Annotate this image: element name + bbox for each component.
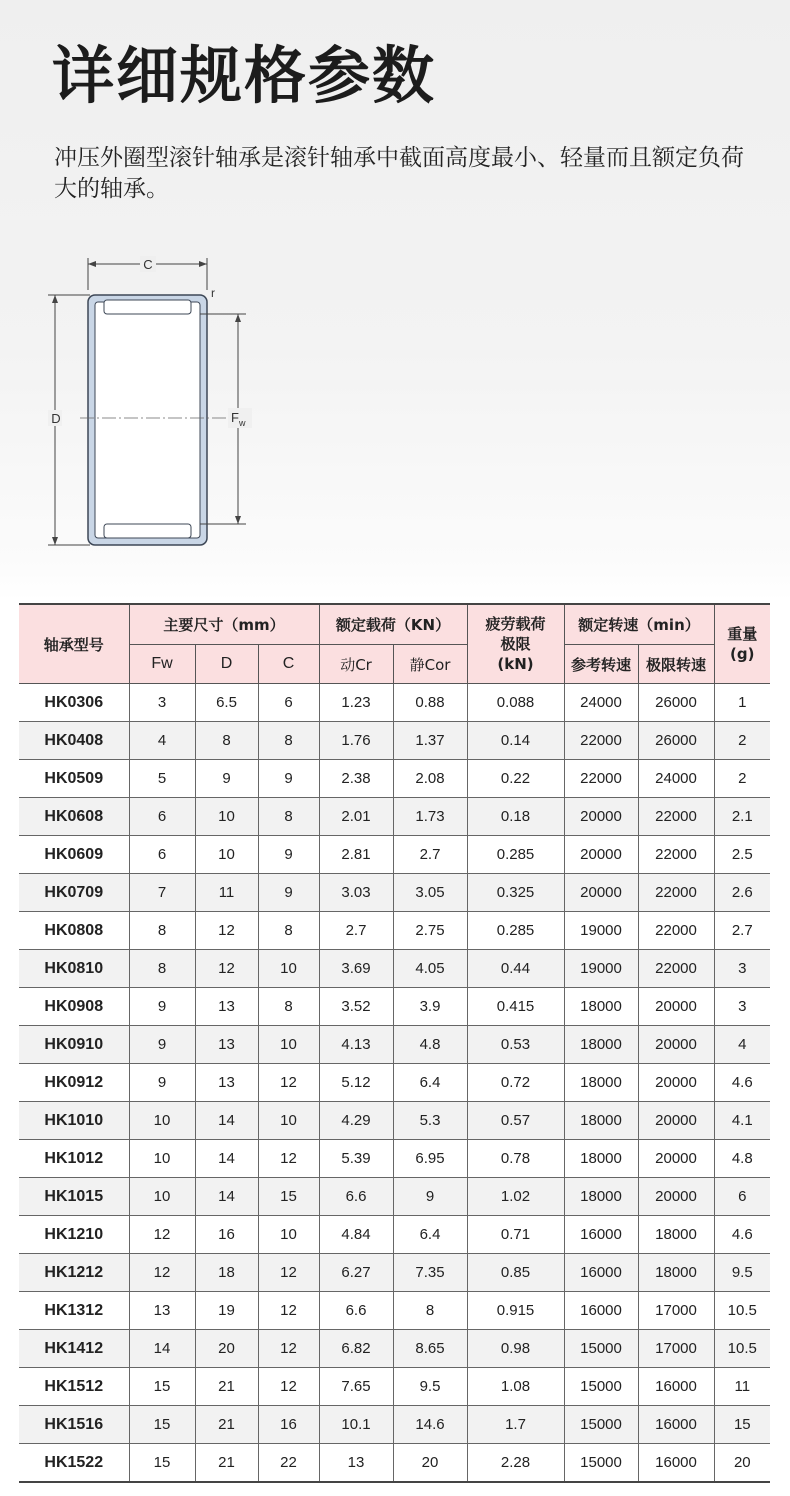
cell-c: 6: [258, 684, 319, 722]
cell-static-cor: 6.4: [393, 1064, 467, 1102]
table-row: [19, 1178, 770, 1216]
cell-model: HK0912: [19, 1064, 129, 1102]
cell-fw: 14: [129, 1330, 195, 1368]
cell-dynamic-cr: 2.7: [319, 912, 393, 950]
cell-reference-speed: 18000: [564, 1140, 638, 1178]
cell-weight: 2: [714, 722, 770, 760]
cell-d: 12: [195, 912, 258, 950]
cell-model: HK1522: [19, 1444, 129, 1483]
cell-reference-speed: 19000: [564, 950, 638, 988]
header-rated-speed: 额定转速（min）: [564, 604, 714, 645]
cell-limit-speed: 17000: [638, 1292, 714, 1330]
cell-fatigue-limit: 0.85: [467, 1254, 564, 1292]
cell-d: 14: [195, 1140, 258, 1178]
table-row: [19, 1330, 770, 1368]
cell-reference-speed: 22000: [564, 722, 638, 760]
cell-fatigue-limit: 0.415: [467, 988, 564, 1026]
table-row: [19, 1406, 770, 1444]
cell-model: HK1412: [19, 1330, 129, 1368]
cell-static-cor: 4.05: [393, 950, 467, 988]
needle-roller-top: [104, 300, 191, 314]
cell-fatigue-limit: 0.44: [467, 950, 564, 988]
cell-dynamic-cr: 7.65: [319, 1368, 393, 1406]
cell-dynamic-cr: 6.6: [319, 1292, 393, 1330]
cell-model: HK1210: [19, 1216, 129, 1254]
bearing-cross-section-diagram: [40, 250, 270, 560]
cell-fatigue-limit: 1.7: [467, 1406, 564, 1444]
table-header-row: [19, 604, 770, 645]
dimension-d-label: D: [51, 411, 61, 426]
cell-model: HK1512: [19, 1368, 129, 1406]
cell-limit-speed: 24000: [638, 760, 714, 798]
cell-weight: 4: [714, 1026, 770, 1064]
cell-fw: 8: [129, 912, 195, 950]
cell-c: 10: [258, 1216, 319, 1254]
cell-dynamic-cr: 2.38: [319, 760, 393, 798]
cell-weight: 15: [714, 1406, 770, 1444]
cell-dynamic-cr: 5.39: [319, 1140, 393, 1178]
cell-fatigue-limit: 0.78: [467, 1140, 564, 1178]
cell-dynamic-cr: 4.84: [319, 1216, 393, 1254]
cell-static-cor: 8.65: [393, 1330, 467, 1368]
cell-static-cor: 2.75: [393, 912, 467, 950]
cell-model: HK0908: [19, 988, 129, 1026]
cell-model: HK1312: [19, 1292, 129, 1330]
cell-d: 21: [195, 1406, 258, 1444]
cell-fatigue-limit: 0.53: [467, 1026, 564, 1064]
cell-reference-speed: 18000: [564, 988, 638, 1026]
cell-weight: 11: [714, 1368, 770, 1406]
cell-limit-speed: 26000: [638, 722, 714, 760]
header-c: C: [258, 645, 319, 684]
header-fatigue-limit: 疲劳载荷 极限 (kN): [467, 604, 564, 684]
cell-limit-speed: 22000: [638, 836, 714, 874]
cell-fw: 7: [129, 874, 195, 912]
cell-d: 21: [195, 1368, 258, 1406]
cell-d: 21: [195, 1444, 258, 1483]
cell-d: 6.5: [195, 684, 258, 722]
cell-weight: 2.7: [714, 912, 770, 950]
cell-c: 12: [258, 1064, 319, 1102]
cell-fatigue-limit: 0.98: [467, 1330, 564, 1368]
header-fw: Fw: [129, 645, 195, 684]
cell-c: 10: [258, 1102, 319, 1140]
cell-static-cor: 9: [393, 1178, 467, 1216]
cell-fw: 6: [129, 836, 195, 874]
cell-weight: 4.6: [714, 1064, 770, 1102]
cell-c: 12: [258, 1330, 319, 1368]
cell-c: 8: [258, 988, 319, 1026]
cell-model: HK1516: [19, 1406, 129, 1444]
header-static-cor: 静Cor: [393, 645, 467, 684]
cell-weight: 10.5: [714, 1292, 770, 1330]
cell-dynamic-cr: 1.76: [319, 722, 393, 760]
cell-model: HK0810: [19, 950, 129, 988]
cell-weight: 4.1: [714, 1102, 770, 1140]
table-row: [19, 1064, 770, 1102]
cell-model: HK0408: [19, 722, 129, 760]
cell-fw: 4: [129, 722, 195, 760]
table-row: [19, 722, 770, 760]
cell-static-cor: 4.8: [393, 1026, 467, 1064]
cell-reference-speed: 19000: [564, 912, 638, 950]
table-row: [19, 1368, 770, 1406]
cell-static-cor: 20: [393, 1444, 467, 1483]
cell-fatigue-limit: 0.18: [467, 798, 564, 836]
cell-reference-speed: 20000: [564, 836, 638, 874]
cell-fw: 6: [129, 798, 195, 836]
cell-fatigue-limit: 2.28: [467, 1444, 564, 1483]
cell-fw: 9: [129, 988, 195, 1026]
table-body: [19, 684, 770, 1483]
cell-weight: 9.5: [714, 1254, 770, 1292]
cell-static-cor: 7.35: [393, 1254, 467, 1292]
cell-model: HK1212: [19, 1254, 129, 1292]
table-row: [19, 798, 770, 836]
needle-roller-bottom: [104, 524, 191, 538]
page-title: 详细规格参数: [52, 39, 437, 112]
cell-fw: 15: [129, 1406, 195, 1444]
cell-weight: 2: [714, 760, 770, 798]
cell-weight: 3: [714, 950, 770, 988]
cell-fw: 3: [129, 684, 195, 722]
cell-weight: 1: [714, 684, 770, 722]
dimension-fw-label: $F_w$: [231, 410, 246, 428]
cell-fw: 8: [129, 950, 195, 988]
cell-model: HK1010: [19, 1102, 129, 1140]
cell-reference-speed: 16000: [564, 1292, 638, 1330]
cell-limit-speed: 16000: [638, 1406, 714, 1444]
cell-dynamic-cr: 10.1: [319, 1406, 393, 1444]
cell-static-cor: 5.3: [393, 1102, 467, 1140]
cell-model: HK0910: [19, 1026, 129, 1064]
cell-reference-speed: 20000: [564, 874, 638, 912]
table-row: [19, 1444, 770, 1483]
cell-static-cor: 0.88: [393, 684, 467, 722]
cell-fw: 10: [129, 1178, 195, 1216]
cell-static-cor: 6.95: [393, 1140, 467, 1178]
cell-limit-speed: 20000: [638, 1064, 714, 1102]
cell-fatigue-limit: 0.285: [467, 836, 564, 874]
header-rated-load: 额定载荷（KN）: [319, 604, 467, 645]
cell-limit-speed: 22000: [638, 912, 714, 950]
cell-fw: 10: [129, 1140, 195, 1178]
cell-weight: 4.6: [714, 1216, 770, 1254]
table-row: [19, 1216, 770, 1254]
cell-reference-speed: 15000: [564, 1330, 638, 1368]
cell-dynamic-cr: 5.12: [319, 1064, 393, 1102]
cell-limit-speed: 20000: [638, 1178, 714, 1216]
cell-weight: 20: [714, 1444, 770, 1483]
table-row: [19, 1292, 770, 1330]
cell-d: 10: [195, 836, 258, 874]
cell-limit-speed: 26000: [638, 684, 714, 722]
cell-limit-speed: 16000: [638, 1368, 714, 1406]
cell-reference-speed: 20000: [564, 798, 638, 836]
cell-reference-speed: 18000: [564, 1102, 638, 1140]
cell-c: 9: [258, 760, 319, 798]
table-row: [19, 684, 770, 722]
header-dynamic-cr: 动Cr: [319, 645, 393, 684]
header-limit-speed: 极限转速: [638, 645, 714, 684]
cell-dynamic-cr: 4.29: [319, 1102, 393, 1140]
cell-c: 10: [258, 1026, 319, 1064]
cell-dynamic-cr: 13: [319, 1444, 393, 1483]
cell-fatigue-limit: 1.08: [467, 1368, 564, 1406]
cell-reference-speed: 18000: [564, 1178, 638, 1216]
table-row: [19, 988, 770, 1026]
cell-dynamic-cr: 2.81: [319, 836, 393, 874]
cell-d: 10: [195, 798, 258, 836]
cell-reference-speed: 15000: [564, 1444, 638, 1483]
cell-limit-speed: 16000: [638, 1444, 714, 1483]
cell-static-cor: 8: [393, 1292, 467, 1330]
cell-d: 12: [195, 950, 258, 988]
cell-dynamic-cr: 6.82: [319, 1330, 393, 1368]
cell-fatigue-limit: 0.915: [467, 1292, 564, 1330]
radius-r-label: r: [211, 286, 215, 300]
cell-d: 20: [195, 1330, 258, 1368]
cell-static-cor: 9.5: [393, 1368, 467, 1406]
cell-d: 13: [195, 1064, 258, 1102]
table-row: [19, 836, 770, 874]
cell-c: 8: [258, 722, 319, 760]
cell-c: 22: [258, 1444, 319, 1483]
cell-c: 12: [258, 1292, 319, 1330]
cell-fatigue-limit: 0.57: [467, 1102, 564, 1140]
cell-fatigue-limit: 0.72: [467, 1064, 564, 1102]
cell-fw: 9: [129, 1064, 195, 1102]
cell-static-cor: 3.9: [393, 988, 467, 1026]
cell-dynamic-cr: 3.69: [319, 950, 393, 988]
product-description: 冲压外圈型滚针轴承是滚针轴承中截面高度最小、轻量而且额定负荷大的轴承。: [54, 145, 744, 202]
cell-reference-speed: 15000: [564, 1406, 638, 1444]
cell-model: HK0709: [19, 874, 129, 912]
cell-c: 15: [258, 1178, 319, 1216]
cell-fatigue-limit: 0.14: [467, 722, 564, 760]
cell-model: HK0509: [19, 760, 129, 798]
cell-reference-speed: 16000: [564, 1216, 638, 1254]
cell-d: 19: [195, 1292, 258, 1330]
cell-weight: 2.1: [714, 798, 770, 836]
cell-c: 9: [258, 874, 319, 912]
cell-c: 12: [258, 1368, 319, 1406]
cell-model: HK1015: [19, 1178, 129, 1216]
cell-static-cor: 2.7: [393, 836, 467, 874]
table-row: [19, 1026, 770, 1064]
cell-dynamic-cr: 1.23: [319, 684, 393, 722]
cell-fatigue-limit: 0.088: [467, 684, 564, 722]
cell-d: 8: [195, 722, 258, 760]
cell-static-cor: 14.6: [393, 1406, 467, 1444]
cell-d: 11: [195, 874, 258, 912]
cell-limit-speed: 22000: [638, 798, 714, 836]
cell-fw: 12: [129, 1254, 195, 1292]
specification-table: [19, 603, 770, 1483]
cell-c: 16: [258, 1406, 319, 1444]
cell-static-cor: 2.08: [393, 760, 467, 798]
cell-dynamic-cr: 3.52: [319, 988, 393, 1026]
cell-limit-speed: 17000: [638, 1330, 714, 1368]
cell-fw: 9: [129, 1026, 195, 1064]
cell-weight: 2.6: [714, 874, 770, 912]
cell-reference-speed: 24000: [564, 684, 638, 722]
cell-c: 12: [258, 1140, 319, 1178]
cell-fatigue-limit: 1.02: [467, 1178, 564, 1216]
cell-dynamic-cr: 2.01: [319, 798, 393, 836]
cell-c: 9: [258, 836, 319, 874]
cell-c: 8: [258, 912, 319, 950]
cell-d: 13: [195, 988, 258, 1026]
cell-dynamic-cr: 4.13: [319, 1026, 393, 1064]
cell-reference-speed: 15000: [564, 1368, 638, 1406]
cell-model: HK0609: [19, 836, 129, 874]
cell-c: 8: [258, 798, 319, 836]
header-reference-speed: 参考转速: [564, 645, 638, 684]
cell-fatigue-limit: 0.71: [467, 1216, 564, 1254]
cell-fw: 15: [129, 1444, 195, 1483]
cell-dynamic-cr: 3.03: [319, 874, 393, 912]
cell-c: 12: [258, 1254, 319, 1292]
cell-weight: 2.5: [714, 836, 770, 874]
cell-fw: 5: [129, 760, 195, 798]
table-subheader-row: [19, 645, 770, 684]
cell-static-cor: 6.4: [393, 1216, 467, 1254]
cell-c: 10: [258, 950, 319, 988]
cell-reference-speed: 18000: [564, 1026, 638, 1064]
table-row: [19, 950, 770, 988]
cell-fatigue-limit: 0.285: [467, 912, 564, 950]
cell-reference-speed: 22000: [564, 760, 638, 798]
cell-static-cor: 3.05: [393, 874, 467, 912]
cell-model: HK0608: [19, 798, 129, 836]
cell-static-cor: 1.37: [393, 722, 467, 760]
cell-d: 9: [195, 760, 258, 798]
cell-limit-speed: 22000: [638, 950, 714, 988]
cell-dynamic-cr: 6.27: [319, 1254, 393, 1292]
cell-limit-speed: 18000: [638, 1254, 714, 1292]
cell-d: 16: [195, 1216, 258, 1254]
cell-fatigue-limit: 0.325: [467, 874, 564, 912]
cell-limit-speed: 20000: [638, 988, 714, 1026]
table-row: [19, 874, 770, 912]
cell-reference-speed: 18000: [564, 1064, 638, 1102]
cell-d: 14: [195, 1178, 258, 1216]
cell-d: 18: [195, 1254, 258, 1292]
cell-dynamic-cr: 6.6: [319, 1178, 393, 1216]
table-row: [19, 912, 770, 950]
cell-fw: 12: [129, 1216, 195, 1254]
cell-d: 13: [195, 1026, 258, 1064]
header-weight: 重量 (g): [714, 604, 770, 684]
table-row: [19, 1140, 770, 1178]
cell-limit-speed: 20000: [638, 1026, 714, 1064]
cell-fw: 13: [129, 1292, 195, 1330]
table-row: [19, 760, 770, 798]
cell-limit-speed: 20000: [638, 1140, 714, 1178]
cell-limit-speed: 22000: [638, 874, 714, 912]
cell-weight: 6: [714, 1178, 770, 1216]
cell-fw: 15: [129, 1368, 195, 1406]
cell-weight: 3: [714, 988, 770, 1026]
cell-static-cor: 1.73: [393, 798, 467, 836]
cell-fatigue-limit: 0.22: [467, 760, 564, 798]
cell-weight: 10.5: [714, 1330, 770, 1368]
cell-weight: 4.8: [714, 1140, 770, 1178]
cell-limit-speed: 20000: [638, 1102, 714, 1140]
cell-reference-speed: 16000: [564, 1254, 638, 1292]
header-d: D: [195, 645, 258, 684]
cell-model: HK1012: [19, 1140, 129, 1178]
cell-limit-speed: 18000: [638, 1216, 714, 1254]
cell-fw: 10: [129, 1102, 195, 1140]
table-row: [19, 1102, 770, 1140]
cell-model: HK0306: [19, 684, 129, 722]
cell-model: HK0808: [19, 912, 129, 950]
table-row: [19, 1254, 770, 1292]
header-main-dimensions: 主要尺寸（mm）: [129, 604, 319, 645]
dimension-c-label: C: [143, 257, 153, 272]
header-model: 轴承型号: [19, 604, 129, 684]
cell-d: 14: [195, 1102, 258, 1140]
